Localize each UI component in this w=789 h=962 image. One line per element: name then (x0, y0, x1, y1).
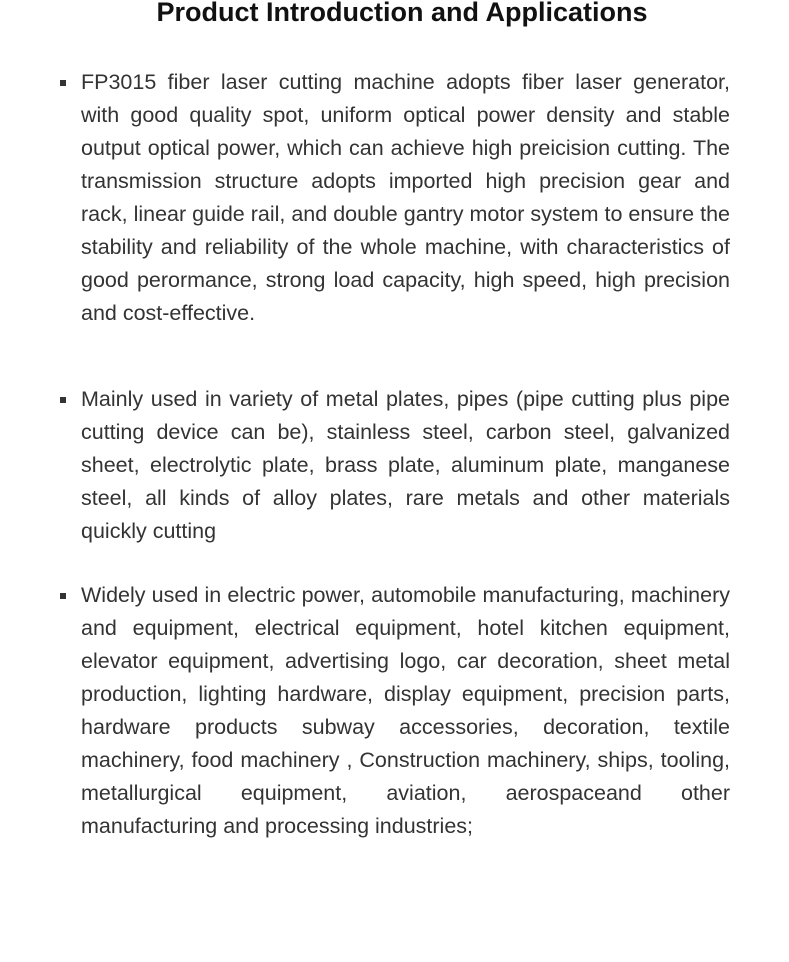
list-item (81, 579, 730, 843)
bullet-square-icon (60, 397, 66, 403)
bullet-square-icon (60, 593, 66, 599)
list-item-text: Mainly used in variety of metal plates, pipes (pipe cutting plus pipe cutting device can be), stainless steel, carbon steel, galvanized sheet, electrolytic plate, brass plate, aluminum plate, manganese steel, all kinds of alloy plates, rare metals and other materials quickly cutting (81, 387, 730, 543)
list-item (81, 66, 730, 330)
list-item-text: Widely used in electric power, automobile manufacturing, machinery and equipment, electrical equipment, hotel kitchen equipment, elevator equipment, advertising logo, car decoration, sheet metal production, lighting hardware, display equipment, precision parts, hardware products subway accessories, decoration, textile machinery, food machinery , Construction machinery, ships, tooling, metallurgical equipment, aviation, aerospaceand other manufacturing and processing industries; (81, 583, 730, 838)
list-item (81, 383, 730, 548)
list-item-text: FP3015 fiber laser cutting machine adopts fiber laser generator, with good quality spot, uniform optical power density and stable output optical power, which can achieve high preicision cutting. The transmission structure adopts imported high precision gear and rack, linear guide rail, and double gantry motor system to ensure the stability and reliability of the whole machine, with characteristics of good perormance, strong load capacity, high speed, high precision and cost-effective. (81, 70, 730, 325)
page-title: Product Introduction and Applications (156, 0, 648, 27)
bullet-square-icon (60, 80, 66, 86)
